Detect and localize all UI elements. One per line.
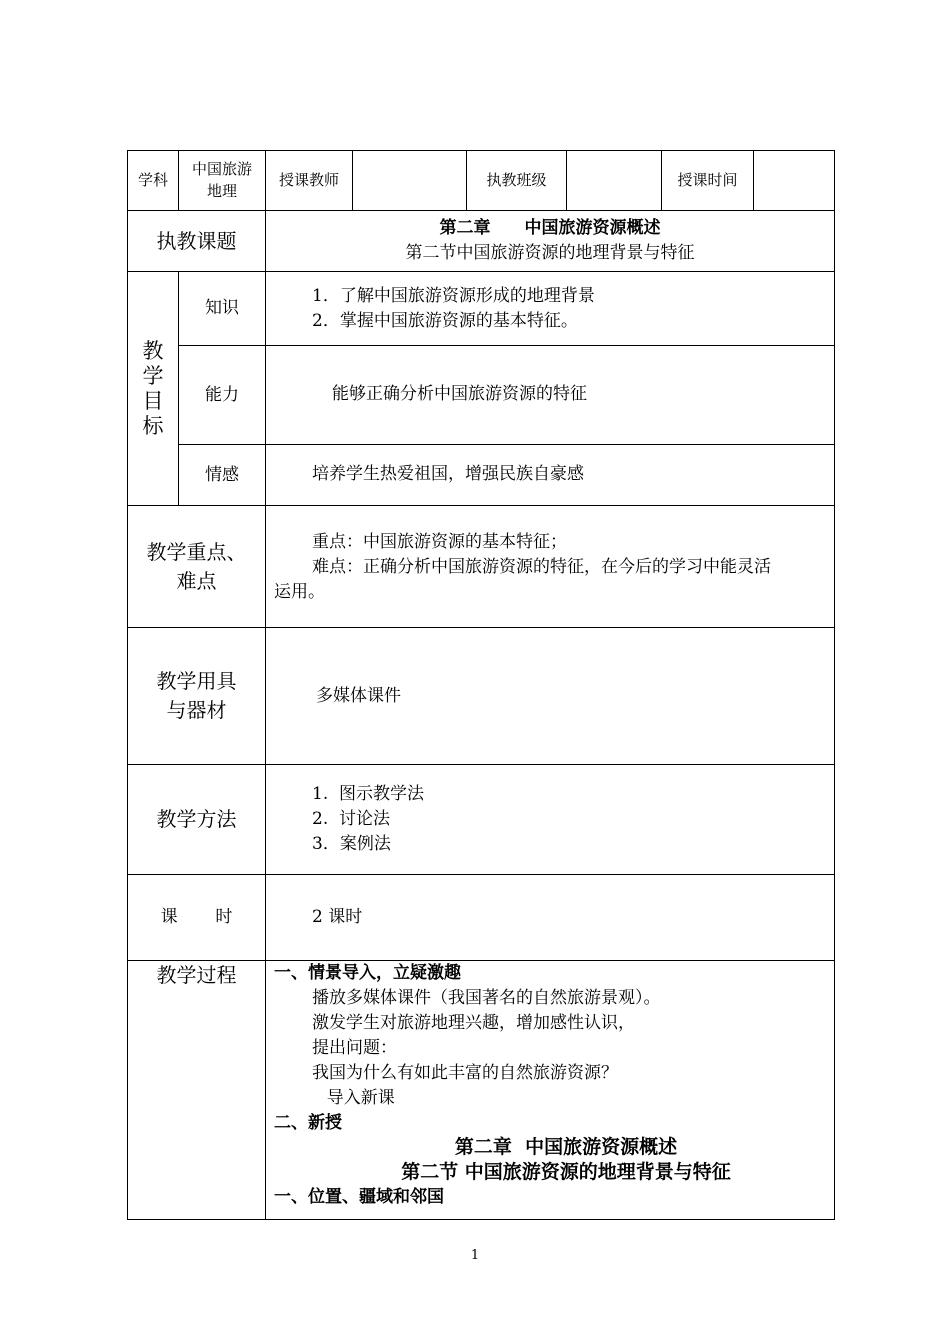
time-label: 授课时间: [677, 170, 738, 189]
process-section-heading: 第二节 中国旅游资源的地理背景与特征: [401, 1161, 731, 1183]
process-step1-title: 一、情景导入，立疑激趣: [274, 963, 461, 983]
topic-section: 第二节中国旅游资源的地理背景与特征: [405, 243, 695, 263]
process-step2-title: 二、新授: [274, 1113, 342, 1133]
class-label: 执教班级: [486, 170, 547, 189]
process-chapter-heading: 第二章 中国旅游资源概述: [454, 1136, 678, 1158]
page-number: 1: [470, 1248, 480, 1263]
method-item: 3．案例法: [312, 834, 391, 854]
objectives-label-char: 目: [142, 388, 164, 413]
teacher-value: [353, 151, 466, 210]
knowledge-line: 1．了解中国旅游资源形成的地理背景: [312, 286, 595, 306]
difficult-point-text-cont: 运用。: [274, 582, 325, 602]
process-step1-line: 导入新课: [316, 1088, 395, 1108]
tools-label-line: 教学用具: [156, 669, 237, 693]
process-step1-line: 播放多媒体课件（我国著名的自然旅游景观）。: [312, 988, 661, 1008]
objectives-label-char: 标: [142, 413, 164, 438]
process-label: 教学过程: [156, 963, 237, 987]
subject-label: 学科: [137, 170, 168, 189]
topic-label: 执教课题: [156, 228, 237, 253]
process-step1-line: 激发学生对旅游地理兴趣，增加感性认识，: [312, 1013, 635, 1033]
ability-text: 能够正确分析中国旅游资源的特征: [332, 384, 587, 404]
key-points-label-line: 教学重点、: [146, 539, 247, 564]
time-value: [754, 151, 834, 210]
subject-value: 中国旅游地理: [191, 159, 252, 200]
emotion-label: 情感: [205, 464, 239, 485]
methods-label: 教学方法: [156, 807, 237, 831]
ability-label: 能力: [205, 384, 239, 405]
objectives-label-char: 教: [142, 338, 164, 363]
topic-chapter: 第二章 中国旅游资源概述: [439, 218, 661, 238]
objectives-label: [128, 272, 178, 505]
process-sub-heading: 一、位置、疆域和邻国: [274, 1187, 444, 1207]
hours-value: 2 课时: [312, 907, 363, 927]
key-point-text: 重点：中国旅游资源的基本特征；: [312, 532, 567, 552]
emotion-text: 培养学生热爱祖国，增强民族自豪感: [312, 464, 584, 484]
key-points-label: [128, 506, 265, 627]
knowledge-label: 知识: [205, 298, 239, 319]
key-points-label-line: 难点: [176, 568, 217, 593]
tools-label-line: 与器材: [166, 698, 227, 722]
class-value: [567, 151, 661, 210]
hours-label: 课 时: [160, 907, 233, 928]
difficult-point-text: 难点：正确分析中国旅游资源的特征，在今后的学习中能灵活: [312, 557, 771, 577]
method-item: 1. 图示教学法: [312, 784, 425, 804]
process-step1-line: 提出问题：: [312, 1038, 397, 1058]
knowledge-line: 2．掌握中国旅游资源的基本特征。: [312, 311, 578, 331]
objectives-label-char: 学: [142, 363, 164, 388]
tools-value: 多媒体课件: [316, 686, 401, 706]
method-item: 2. 讨论法: [312, 809, 391, 829]
tools-label: [128, 628, 265, 764]
teacher-label: 授课教师: [278, 170, 339, 189]
process-step1-line: 我国为什么有如此丰富的自然旅游资源？: [312, 1063, 618, 1083]
